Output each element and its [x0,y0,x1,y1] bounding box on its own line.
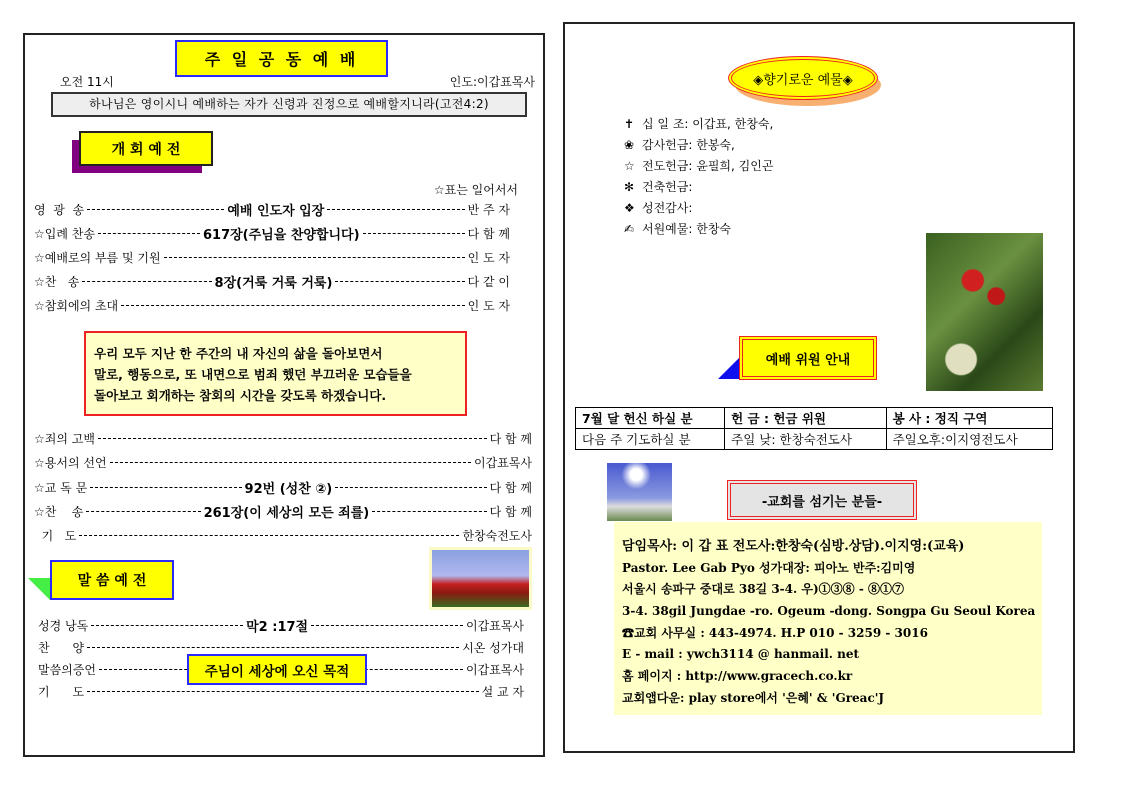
offering-bullet-icon: ✻ [624,180,635,194]
program-row [34,526,532,544]
table-cell: 봉 사 : 정직 구역 [886,408,1052,429]
church-info-line: 교회앱다운: play store에서 '은혜' & 'Greac'J [622,690,885,705]
dash-leader [86,511,200,512]
program-row [38,616,524,634]
worship-leader: 인도:이갑표목사 [449,75,535,89]
offering-text: 건축헌금: [642,180,693,194]
program-label: 기 도 [34,528,77,543]
committee-table [575,407,1053,450]
dash-leader [335,281,464,282]
dash-leader [87,691,479,692]
program-label: ☆예배로의 부름 및 기원 [34,250,161,265]
table-cell: 주일 낮: 한창숙전도사 [725,429,886,450]
section-word-title: 말 씀 예 전 [50,560,174,600]
program-label: ☆찬 송 [34,274,80,289]
program-detail: 617장(주님을 찬양합니다) [202,227,360,243]
offering-bullet-icon: ☆ [624,159,635,173]
program-detail: 92번 (성찬 ②) [244,481,333,497]
program-person: 이갑표목사 [466,618,525,633]
offering-text: 감사헌금: 한봉숙, [642,138,735,152]
worship-title: 주 일 공 동 예 배 [175,40,388,77]
offering-bullet-icon: ❖ [624,201,635,215]
program-row [34,248,510,266]
dash-leader [98,438,487,439]
verse-box: 하나님은 영이시니 예배하는 자가 신령과 진정으로 예배할지니라(고전4:2) [51,92,527,117]
program-person: 다 함 께 [489,504,533,519]
offering-item [624,114,773,135]
servants-title: -교회를 섬기는 분들- [727,480,917,520]
program-row [34,502,532,520]
program-label: ☆찬 송 [34,504,84,519]
program-person: 다 함 께 [489,480,533,495]
table-cell: 7월 달 헌신 하실 분 [576,408,725,429]
offering-text: 전도헌금: 윤필희, 김인곤 [642,159,774,173]
dash-leader [363,233,465,234]
blue-triangle [718,357,740,379]
sermon-title: 주님이 세상에 오신 목적 [187,654,367,685]
program-label: 성경 낭독 [38,618,89,633]
table-row [576,408,1053,429]
program-person: 인 도 자 [467,298,510,313]
offering-item [624,135,773,156]
section-opening-title: 개 회 예 전 [79,131,213,166]
program-person: 한창숙전도사 [462,528,532,543]
table-cell: 다음 주 기도하실 분 [576,429,725,450]
offering-text: 성전감사: [642,201,693,215]
confession-line: 우리 모두 지난 한 주간의 내 자신의 삶을 돌아보면서 [94,346,383,361]
program-row [34,200,510,218]
program-label: 영 광 송 [34,202,85,217]
table-cell: 헌 금 : 헌금 위원 [725,408,886,429]
program-person: 인 도 자 [467,250,510,265]
program-row [34,429,532,447]
church-info-line: 담임목사: 이 갑 표 전도사:한창숙(심방.상담).이지영:(교육) [622,539,965,554]
program-detail: 막2 :17절 [246,619,309,635]
table-cell: 주일오후:이지영전도사 [886,429,1052,450]
dash-leader [91,625,243,626]
dash-leader [87,647,459,648]
offering-text: 서원예물: 한창숙 [642,222,732,236]
program-row [34,478,532,496]
offering-list [624,114,774,236]
program-person: 다 같 이 [467,274,510,289]
confession-line: 말로, 행동으로, 또 내면으로 범죄 했던 부끄러운 모습들을 [94,367,412,382]
program-label: 말씀의증언 [38,662,96,677]
berry-photo [926,233,1043,391]
program-person: 다 함 께 [467,226,510,241]
church-info-line: 홈 페이지 : http://www.gracech.co.kr [622,669,853,684]
dash-leader [372,511,486,512]
church-info-box [614,522,1042,715]
committee-title: 예배 위원 안내 [739,336,877,380]
program-label: 기 도 [38,684,85,699]
tulip-photo [429,547,532,610]
program-row [34,224,510,242]
stand-note: ☆표는 일어서서 [433,183,518,197]
program-row [34,272,510,290]
offering-bullet-icon: ✍ [624,222,635,236]
offering-item [624,198,773,219]
worship-time: 오전 11시 [60,75,114,89]
dash-leader [110,462,471,463]
offering-bullet-icon: ❀ [624,138,635,152]
confession-box [84,331,467,416]
dash-leader [335,487,486,488]
offering-item [624,219,773,240]
program-label: ☆용서의 선언 [34,455,107,470]
offering-item [624,156,773,177]
dash-leader [311,625,463,626]
offering-bullet-icon: ✝ [624,117,635,131]
church-info-line: 3-4. 38gil Jungdae -ro. Ogeum -dong. Songpa Gu Seoul Korea [622,604,1036,619]
church-info-line: ☎교회 사무실 : 443-4974. H.P 010 - 3259 - 3016 [622,625,928,640]
dash-leader [87,209,224,210]
dash-leader [82,281,211,282]
church-image [607,463,672,521]
dash-leader [121,305,464,306]
program-person: 다 함 께 [489,431,532,446]
program-row [34,296,510,314]
program-detail: 8장(거룩 거룩 거룩) [214,275,333,291]
confession-line: 돌아보고 회개하는 참회의 시간을 갖도록 하겠습니다. [94,388,387,403]
offering-title: ◈향기로운 예물◈ [728,56,878,100]
program-person: 이갑표목사 [474,455,532,470]
program-label: ☆죄의 고백 [34,431,95,446]
program-label: ☆입례 찬송 [34,226,95,241]
program-detail: 261장(이 세상의 모든 죄를) [203,505,370,521]
program-person: 반 주 자 [467,202,511,217]
program-label: 찬 양 [38,640,85,655]
church-info-line: 서울시 송파구 중대로 38길 3-4. 우)①③⑧ - ⑧①⑦ [622,582,904,597]
program-person: 이갑표목사 [466,662,524,677]
dash-leader [90,487,241,488]
table-row [576,429,1053,450]
dash-leader [164,257,465,258]
program-label: ☆참회에의 초대 [34,298,119,313]
dash-leader [327,209,464,210]
program-person: 설 교 자 [481,684,524,699]
program-person: 시온 성가대 [462,640,524,655]
program-detail: 예배 인도자 입장 [227,203,325,219]
church-info-line: E - mail : ywch3114 @ hanmail. net [622,647,860,662]
offering-text: 십 일 조: 이갑표, 한창숙, [642,117,774,131]
offering-item [624,177,773,198]
dash-leader [98,233,200,234]
program-row [34,453,532,471]
dash-leader [79,535,459,536]
church-info-line: Pastor. Lee Gab Pyo 성가대장: 피아노 반주:김미영 [622,560,916,575]
program-label: ☆교 독 문 [34,480,88,495]
green-triangle [28,578,50,600]
